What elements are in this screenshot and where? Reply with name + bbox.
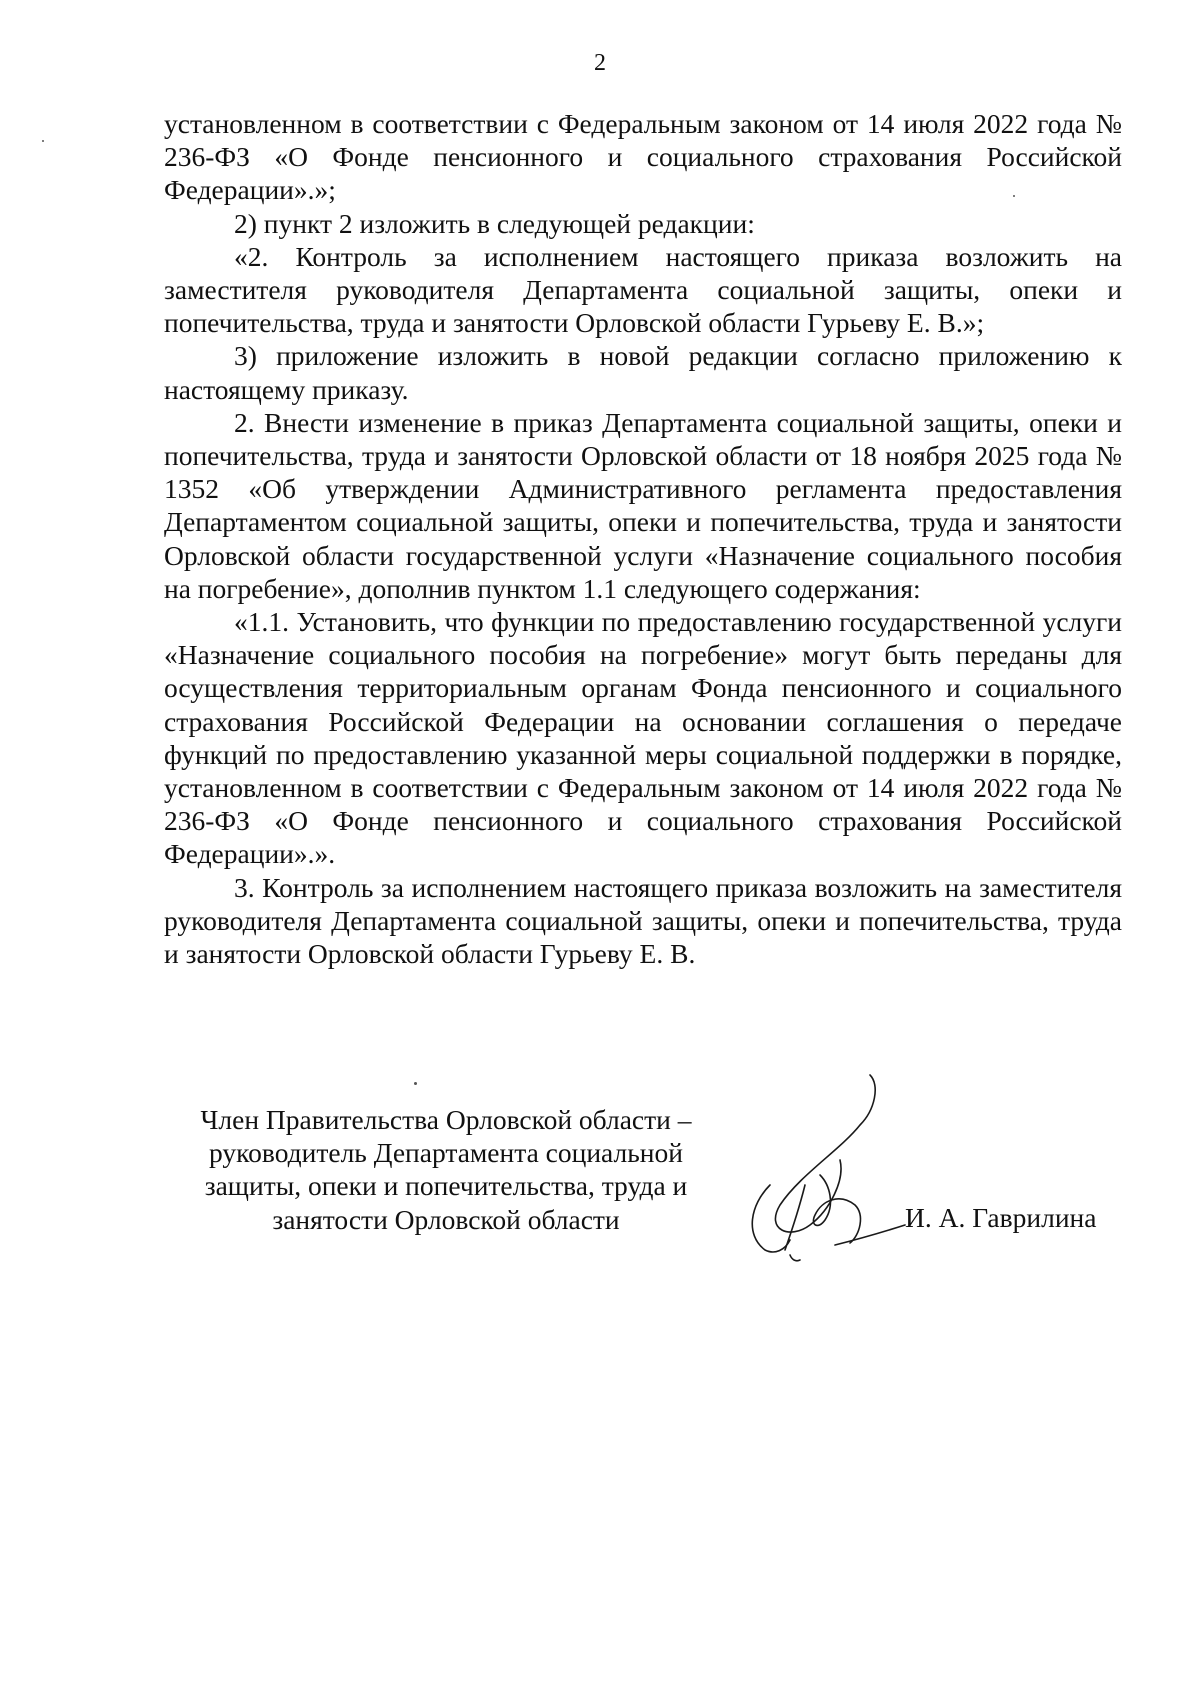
signer-position-line: руководитель Департамента социальной — [209, 1137, 683, 1169]
scan-speck — [1013, 195, 1015, 197]
scan-speck — [414, 1082, 417, 1085]
body-text — [164, 107, 1122, 970]
page-number: 2 — [594, 50, 606, 76]
signer-position-line: Член Правительства Орловской области – — [200, 1104, 692, 1135]
paragraph: 2) пункт 2 изложить в следующей редакции: — [234, 207, 755, 239]
paragraph: «2. Контроль за исполнением настоящего приказа возложить на заместителя руководителя Департамента социальной защиты, опеки и попечительства, труда и занятости Орловской области Гурьеву Е. В.»; — [164, 240, 1122, 339]
signer-position-line: защиты, опеки и попечительства, труда и — [204, 1170, 688, 1202]
paragraph: 2. Внести изменение в приказ Департамента социальной защиты, опеки и попечительства, труда и занятости Орловской области от 18 ноября 2025 года № 1352 «Об утверждении Административного регламента предоставления Департаментом социальной защиты, опеки и попечительства, труда и занятости Орловской области государственной услуги «Назначение социального пособия на погребение», дополнив пунктом 1.1 следующего содержания: — [164, 406, 1122, 604]
handwritten-signature-icon — [730, 1065, 910, 1265]
signer-position — [176, 1103, 716, 1236]
scan-speck — [42, 140, 44, 142]
paragraph: 3. Контроль за исполнением настоящего приказа возложить на заместителя руководителя Департамента социальной защиты, опеки и попечительства, труда и занятости Орловской области Гурьеву Е. В. — [164, 871, 1122, 970]
signer-name: И. А. Гаврилина — [905, 1202, 1097, 1233]
paragraph: «1.1. Установить, что функции по предоставлению государственной услуги «Назначение социального пособия на погребение» могут быть переданы для осуществления территориальным органам Фонда пенсионного и социального страхования Российской Федерации на основании соглашения о передаче функций по предоставлению указанной меры социальной поддержки в порядке, установленном в соответствии с Федеральным законом от 14 июля 2022 года № 236-ФЗ «О Фонде пенсионного и социального страхования Российской Федерации».». — [164, 606, 1122, 870]
paragraph: 3) приложение изложить в новой редакции согласно приложению к настоящему приказу. — [164, 340, 1122, 405]
paragraph: установленном в соответствии с Федеральным законом от 14 июля 2022 года № 236-ФЗ «О Фонде пенсионного и социального страхования Российской Федерации».»; — [164, 108, 1122, 206]
signer-position-line: занятости Орловской области — [272, 1203, 620, 1235]
